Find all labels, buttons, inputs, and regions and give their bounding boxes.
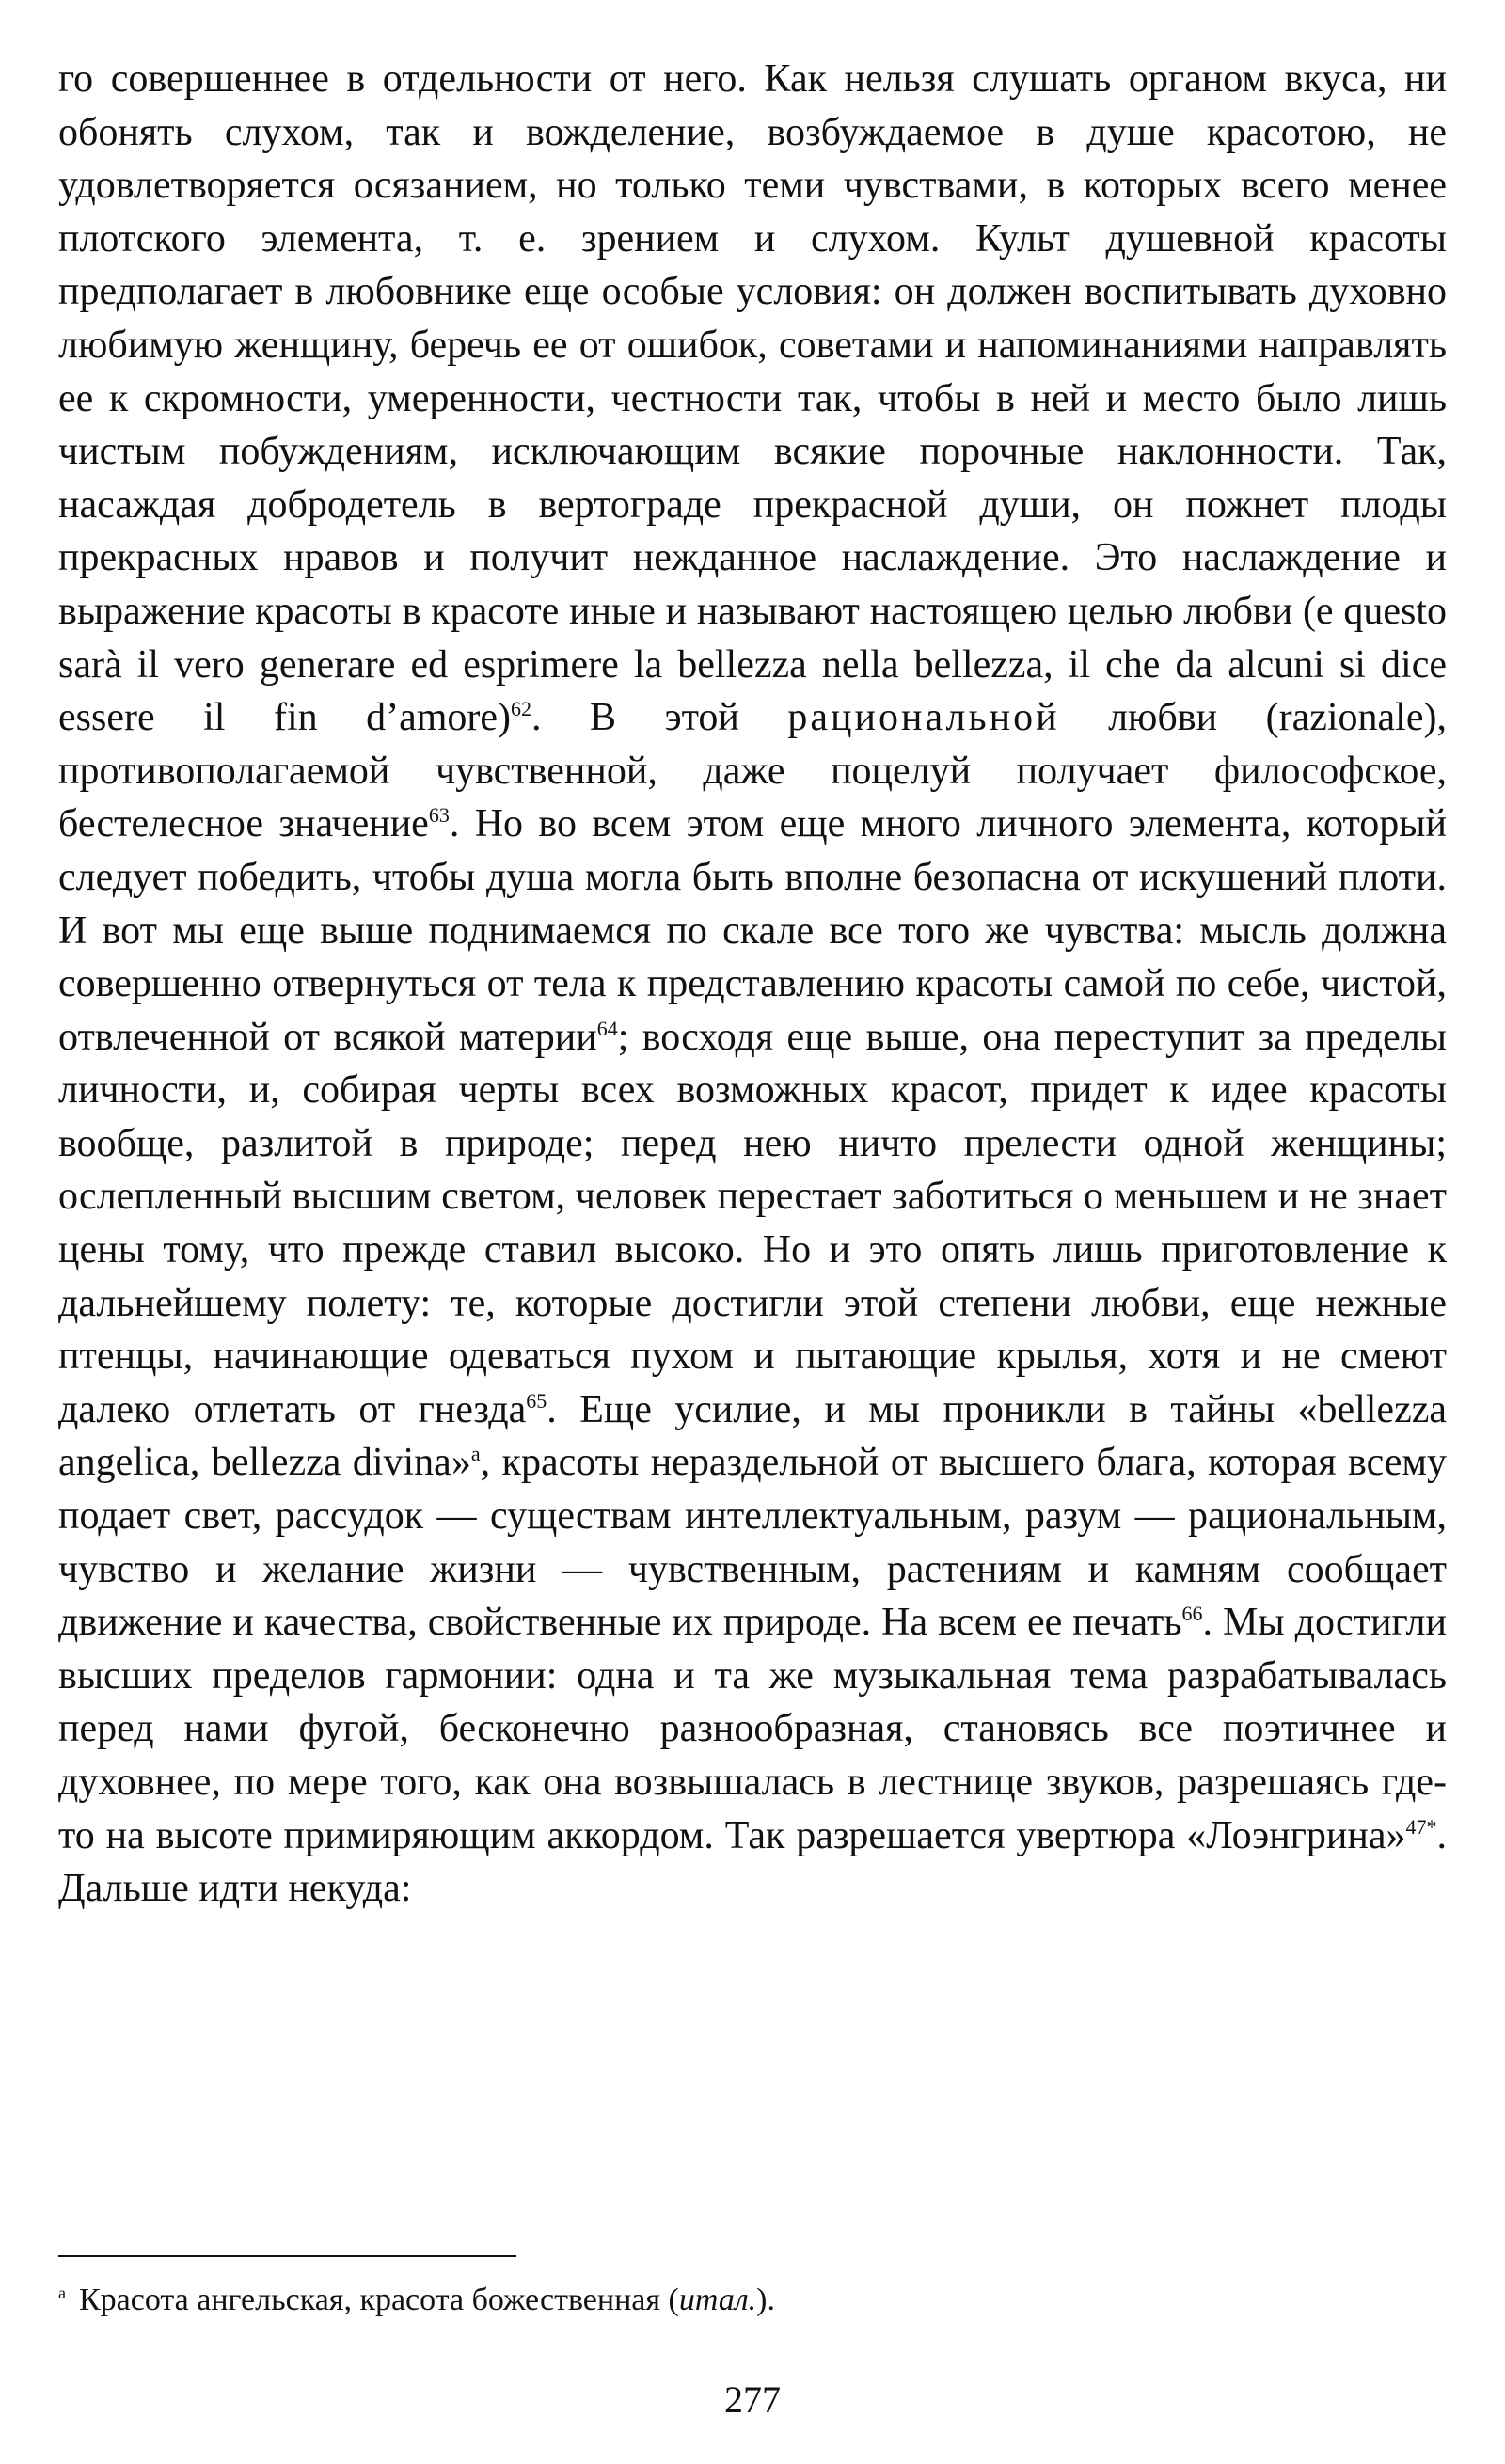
footnote-close: ). xyxy=(756,2282,775,2317)
text-run: го совершеннее в отдельности от него. Как нельзя слушать органом вкуса, ни обонять слухом, так и вожделение, возбуждаемое в душе красотою, не удовлетворяется осязанием, но только теми чувствами, в которых всего менее плотского элемента, т. е. зрением и слухом. Культ душевной красоты предполагает в любовнике еще особые условия: он должен воспитывать духовно любимую женщину, беречь ее от ошибок, советами и напоминаниями направлять ее к скромности, умеренности, честности так, чтобы в ней и место было лишь чистым побуждениям, исключающим всякие порочные наклонности. Так, насаждая добродетель в вертограде прекрасной души, он пожнет плоды прекрасных нравов и получит нежданное наслаждение. Это наслаждение и выражение красоты в красоте иные и называют настоящею целью любви (e questo sarà il vero generare ed esprimere la bellezza nella bellezza, il che da alcuni si dice essere il fin d’amore) xyxy=(58,57,1447,740)
text-run: . Дальше идти некуда: xyxy=(58,1813,1447,1911)
text-run: . Но во всем этом еще много личного элемента, который следует победить, чтобы душа могла быть вполне безопасна от искушений плоти. И вот мы еще выше поднимаемся по скале все того же чувства: мысль должна совершенно отвернуться от тела к представлению красоты самой по себе, чистой, отвлеченной от всякой материи xyxy=(58,802,1447,1059)
note-ref-66: 66 xyxy=(1181,1602,1203,1626)
note-ref-64: 64 xyxy=(596,1016,618,1040)
page-body xyxy=(58,53,1447,1916)
spaced-word: рациональной xyxy=(787,696,1060,740)
page-number: 277 xyxy=(724,2378,781,2421)
footnote xyxy=(58,2282,1447,2319)
footnote-text: Красота ангельская, красота божественная ( xyxy=(79,2282,679,2317)
text-run: . Мы достигли высших пределов гармонии: одна и та же музыкальная тема разрабатывалась перед нами фугой, бесконечно разнообразная, становясь все поэтичнее и духовнее, по мере того, как она возвышалась в лестнице звуков, разрешаясь где-то на высоте примиряющим аккордом. Так разрешается увертюра «Лоэнгрина» xyxy=(58,1601,1447,1857)
main-paragraph xyxy=(58,53,1447,1916)
text-run: любви (razionale), противополагаемой чувственной, даже поцелуй получает философское, бестелесное значение xyxy=(58,696,1447,846)
text-run: ; восходя еще выше, она переступит за пределы личности, и, собирая черты всех возможных красот, придет к идее красоты вообще, разлитой в природе; перед нею ничто прелести одной женщины; ослепленный высшим светом, человек перестает заботиться о меньшем и не знает цены тому, что прежде ставил высоко. Но и это опять лишь приготовление к дальнейшему полету: те, которые достигли этой степени любви, еще нежные птенцы, начинающие одеваться пухом и пытающие крылья, хотя и не смеют далеко отлетать от гнезда xyxy=(58,1015,1447,1431)
note-ref-65: 65 xyxy=(526,1388,547,1413)
footnote-lang: итал. xyxy=(678,2282,757,2317)
note-ref-47: 47* xyxy=(1405,1814,1437,1839)
footnote-divider xyxy=(58,2255,516,2257)
note-ref-62: 62 xyxy=(511,697,532,721)
text-run: , красоты нераздельной от высшего блага, которая всему подает свет, рассудок — существам интеллектуальным, разум — рациональным, чувство и желание жизни — чувственным, растениям и камням сообщает движение и качества, свойственные их природе. На всем ее печать xyxy=(58,1441,1447,1645)
text-run: . Еще усилие, и мы проникли в тайны «bellezza angelica, bellezza divina» xyxy=(58,1387,1447,1485)
note-ref-63: 63 xyxy=(428,803,450,828)
text-run: . В этой xyxy=(531,696,788,740)
note-ref-a: a xyxy=(470,1442,481,1466)
footnote-mark: a xyxy=(58,2282,66,2302)
